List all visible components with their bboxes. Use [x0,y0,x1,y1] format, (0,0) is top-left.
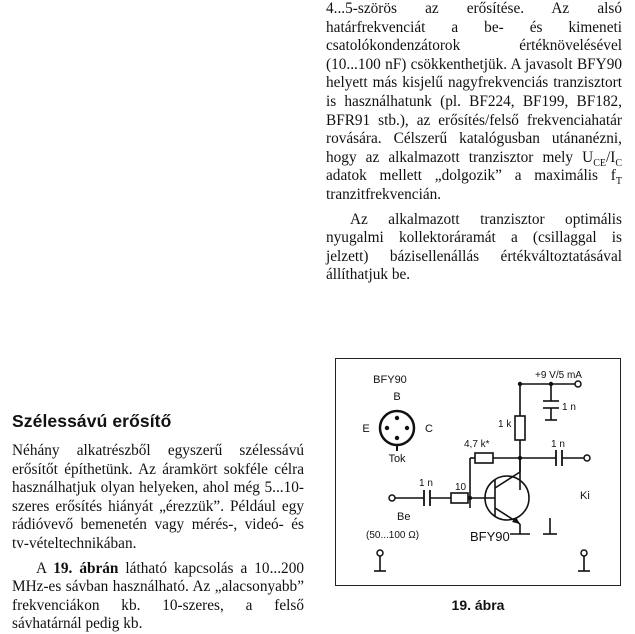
c-input-label: 1 n [419,478,433,489]
figure-caption: 19. ábra [451,597,505,613]
circuit-diagram [335,358,621,586]
r-collector-label: 1 k [498,419,512,430]
resistor-4k7 [475,453,493,463]
emitter-arrow [512,517,520,524]
resistor-10 [451,493,468,503]
pinout-symbol [380,411,414,451]
transistor-label: BFY90 [470,529,510,544]
r-input-label: 10 [455,482,467,493]
left-paragraph-2: A 19. ábrán látható kapcsolás a 10...200 MHz-es sávban használható. Az „alacsonyabb” frekvenciákon kb. 10-szeres, a felső sávhatárnál pedig kb. [12,559,304,633]
resistor-1k [515,416,525,440]
pin-b-label: B [393,391,401,403]
input-label: Be [397,511,411,523]
output-label: Ki [580,490,590,502]
input-impedance-label: (50...100 Ω) [366,530,420,541]
r-base-label: 4,7 k* [464,439,490,450]
case-label: Tok [388,453,406,465]
pin-e-label: E [362,423,370,435]
supply-label: +9 V/5 mA [535,370,582,381]
right-paragraph-2: Az alkalmazott tranzisztor optimális nyugalmi kollektoráramát a (csillaggal is jelzett) bázisellenállás értékváltoztatásával állíthatjuk be. [326,210,622,284]
right-paragraph-1: 4...5-szörös az erősítése. Az alsó határfrekvenciát a be- és kimeneti csatolókondenzátorok értéknövelésével (10...100 nF) csökkenthetjük. A javasolt BFY90 helyett más kisjelű nagyfrekvenciás tranzisztort is használhatunk (pl. BF224, BF199, BF182, BFR91 stb.), az erősítés/felső frekvenciahatár rovására. Célszerű katalógusban utánanézni, hogy az alkalmazott tranzisztor mely $U_{CE}/I_C$ adatok mellett „dolgozik” a maximális $f_T$ tranzitfrekvencián. [326,0,622,203]
c-decoupling-label: 1 n [562,402,576,413]
section-heading: Szélessávú erősítő [12,411,172,431]
left-column [12,442,304,634]
pin-c-label: C [425,423,433,435]
right-column [326,0,622,285]
pinout-title: BFY90 [373,374,407,386]
left-paragraph-1: Néhány alkatrészből egyszerű szélessávú erősítőt építhetünk. Az áramkört sokféle célra használhatjuk olyan helyeken, ahol még 5...10-szeres erősítés hiányát „érezzük”. Például egy rádióvevő bemenetén vagy mérés-, videó- és tv-vételtechnikában. [12,442,304,552]
c-output-label: 1 n [551,439,565,450]
